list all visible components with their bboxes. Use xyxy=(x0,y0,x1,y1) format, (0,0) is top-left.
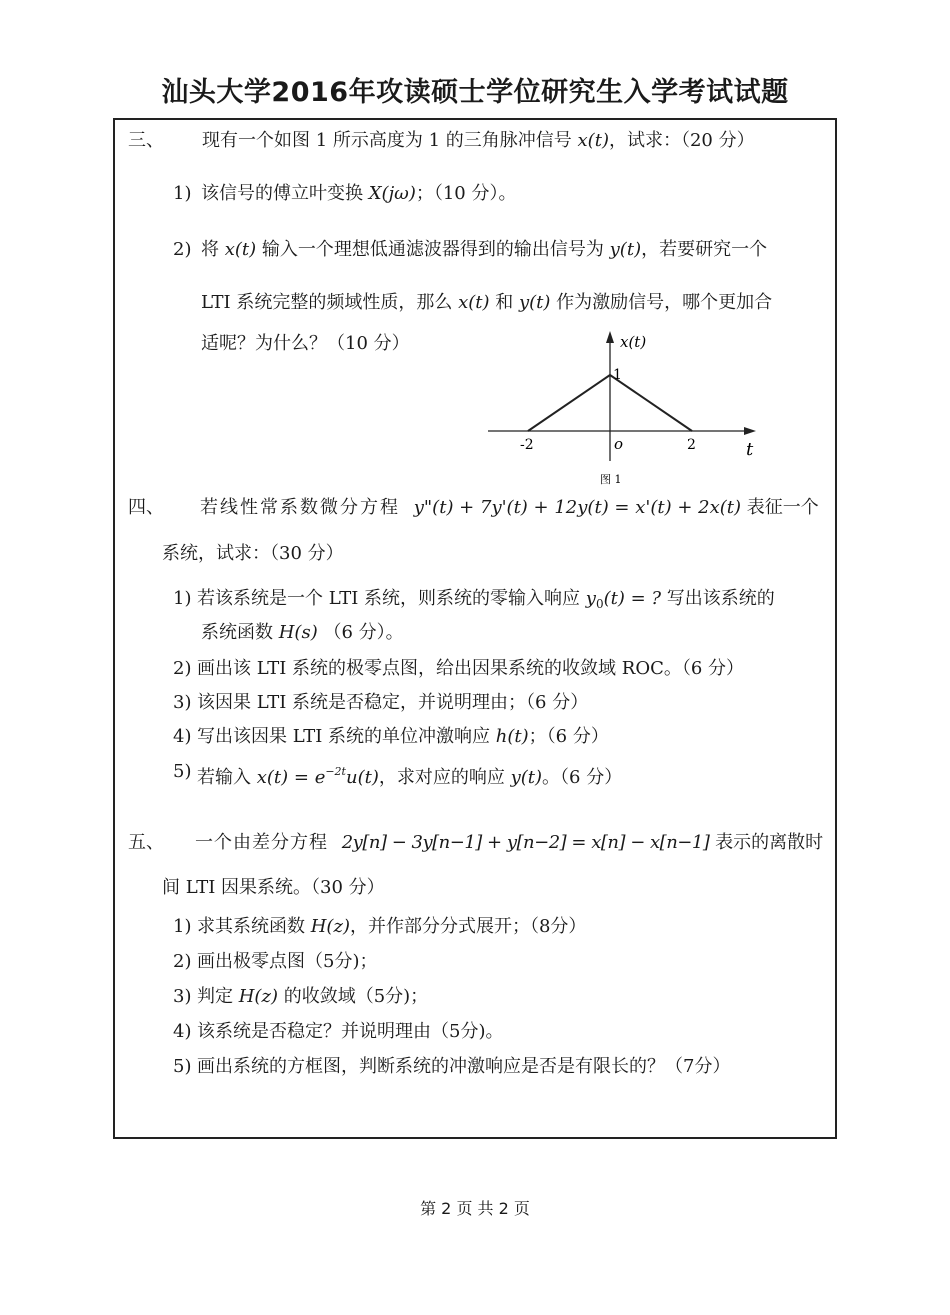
q3-p2-line1: 将 x(t) 输入一个理想低通滤波器得到的输出信号为 y(t)，若要研究一个 xyxy=(201,239,768,260)
y-axis-arrow xyxy=(606,331,614,343)
q4-stem: 若线性常系数微分方程 y"(t) + 7y'(t) + 12y(t) = x'(t) + 2x(t) 表征一个 xyxy=(200,497,819,518)
q5-p1: 求其系统函数 H(z)，并作部分分式展开；（8分） xyxy=(197,916,587,937)
q4-p5-number: 5) xyxy=(173,761,192,782)
t-axis-label: t xyxy=(746,439,754,460)
q4-p1: 若该系统是一个 LTI 系统，则系统的零输入响应 $y_0(t)$ = ? 写出该系统的 xyxy=(197,588,775,611)
q3-stem: 现有一个如图 1 所示高度为 1 的三角脉冲信号 x(t)，试求：（20 分） xyxy=(202,130,755,151)
exam-title: 汕头大学2016年攻读硕士学位研究生入学考试试题 xyxy=(161,77,789,108)
q5-p2: 画出极零点图（5分)； xyxy=(197,951,378,972)
q5-p4: 该系统是否稳定？并说明理由（5分)。 xyxy=(197,1021,504,1042)
q3-p2-number: 2) xyxy=(173,239,192,260)
q5-stem-line2: 间 LTI 因果系统。（30 分） xyxy=(162,877,385,898)
t-axis-arrow xyxy=(744,427,756,435)
q5-p5-number: 5) xyxy=(173,1056,192,1077)
q4-p2: 画出该 LTI 系统的极零点图，给出因果系统的收敛域 ROC。（6 分） xyxy=(197,658,745,679)
page-footer: 第 2 页 共 2 页 xyxy=(420,1199,530,1218)
q3-number: 三、 xyxy=(128,130,164,151)
figure-1-triangle-pulse xyxy=(480,325,770,495)
q5-p3-number: 3) xyxy=(173,986,192,1007)
q5-p5: 画出系统的方框图，判断系统的冲激响应是否是有限长的？（7分） xyxy=(197,1056,731,1077)
q4-number: 四、 xyxy=(128,497,164,518)
q4-p3-number: 3) xyxy=(173,692,192,713)
peak-label: 1 xyxy=(613,367,622,383)
q4-p4-number: 4) xyxy=(173,726,192,747)
q5-stem: 一个由差分方程 2y[n] − 3y[n−1] + y[n−2] = x[n] − x[n−1] 表示的离散时 xyxy=(195,832,824,853)
y-axis-label: x(t) xyxy=(620,333,647,351)
q4-p2-number: 2) xyxy=(173,658,192,679)
q5-p4-number: 4) xyxy=(173,1021,192,1042)
q5-p2-number: 2) xyxy=(173,951,192,972)
origin-label: o xyxy=(614,435,624,453)
q4-stem-line2: 系统，试求：（30 分） xyxy=(162,543,344,564)
q5-p3: 判定 H(z) 的收敛域（5分)； xyxy=(197,986,429,1007)
q4-p4: 写出该因果 LTI 系统的单位冲激响应 h(t)；（6 分） xyxy=(197,726,609,747)
q4-p1-number: 1) xyxy=(173,588,192,609)
q3-p2-line3: 适呢？为什么？（10 分） xyxy=(201,333,410,354)
q3-p1: 该信号的傅立叶变换 X(jω)；（10 分）。 xyxy=(201,183,517,204)
q3-p2-line2: LTI 系统完整的频域性质，那么 x(t) 和 y(t) 作为激励信号，哪个更加合 xyxy=(201,292,773,313)
q5-number: 五、 xyxy=(128,832,164,853)
figure-caption: 图 1 xyxy=(600,473,622,486)
q5-p1-number: 1) xyxy=(173,916,192,937)
q3-p1-number: 1) xyxy=(173,183,192,204)
q4-p3: 该因果 LTI 系统是否稳定，并说明理由；（6 分） xyxy=(197,692,589,713)
right-tick-label: 2 xyxy=(687,437,696,453)
left-tick-label: -2 xyxy=(520,437,534,453)
q4-p5: 若输入 $x(t) = e^{-2t}u(t)$，求对应的响应 y(t)。（6 分） xyxy=(197,765,623,788)
q4-p1-line2: 系统函数 H(s) （6 分）。 xyxy=(201,622,404,643)
